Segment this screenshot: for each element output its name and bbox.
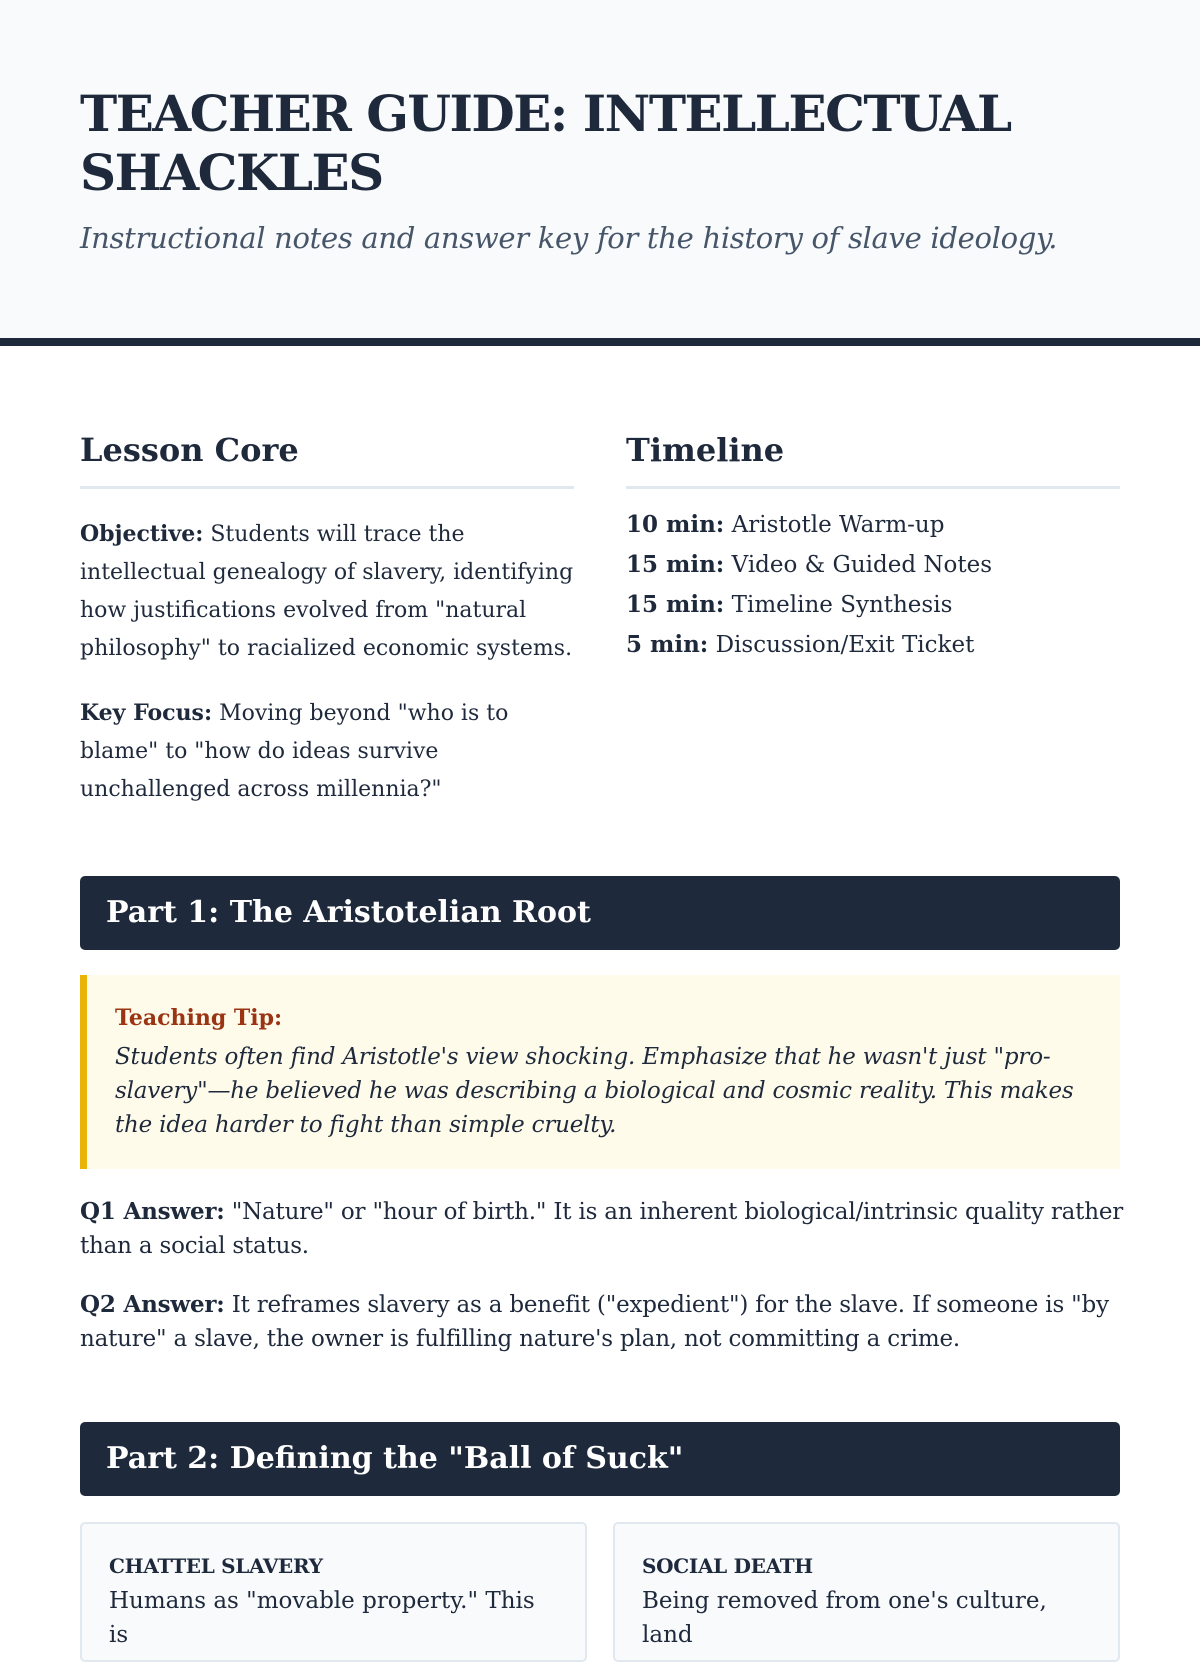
timeline-activity: Video & Guided Notes	[724, 552, 993, 578]
card-text: Being removed from one's culture, land	[642, 1588, 1047, 1648]
timeline-duration: 10 min:	[626, 511, 725, 538]
timeline-list	[626, 505, 1120, 665]
timeline-item	[626, 625, 1120, 665]
q2-answer-label: Q2 Answer:	[80, 1291, 225, 1318]
page-subtitle: Instructional notes and answer key for the history of slave ideology.	[80, 221, 1058, 255]
timeline-item	[626, 505, 1120, 545]
timeline-duration: 5 min:	[626, 631, 709, 658]
timeline-item	[626, 545, 1120, 585]
card-title: CHATTEL SLAVERY	[109, 1554, 323, 1578]
teaching-tip-text: Students often find Aristotle's view shocking. Emphasize that he wasn't just "pro-slavery"—he believed he was describing a biological and cosmic reality. This makes the idea harder to fight than simple cruelty.	[115, 1044, 1074, 1138]
q1-answer	[80, 1195, 1130, 1263]
part1-heading: Part 1: The Aristotelian Root	[80, 876, 1120, 950]
q1-answer-text: "Nature" or "hour of birth." It is an inherent biological/intrinsic quality rather than a social status.	[80, 1199, 1124, 1259]
objective-text: Students will trace the intellectual genealogy of slavery, identifying how justifications evolved from "natural philosophy" to racialized economic systems.	[80, 522, 574, 661]
timeline-activity: Aristotle Warm-up	[724, 512, 945, 538]
card-text: Humans as "movable property." This is	[109, 1588, 535, 1648]
card-title: SOCIAL DEATH	[642, 1554, 813, 1578]
q1-answer-label: Q1 Answer:	[80, 1198, 225, 1225]
key-focus-paragraph	[80, 694, 574, 809]
timeline-duration: 15 min:	[626, 551, 725, 578]
timeline-activity: Timeline Synthesis	[724, 592, 953, 618]
q2-answer-text: It reframes slavery as a benefit ("expedient") for the slave. If someone is "by nature" a slave, the owner is fulfilling nature's plan, not committing a crime.	[80, 1292, 1109, 1352]
timeline-activity: Discussion/Exit Ticket	[708, 632, 975, 658]
q2-answer	[80, 1288, 1130, 1356]
key-focus-label: Key Focus:	[80, 700, 213, 726]
part2-heading: Part 2: Defining the "Ball of Suck"	[80, 1422, 1120, 1496]
page-title: TEACHER GUIDE: INTELLECTUAL SHACKLES	[80, 84, 1011, 202]
key-focus-text: Moving beyond "who is to blame" to "how do ideas survive unchallenged across millennia?"	[80, 701, 509, 802]
objective-paragraph	[80, 515, 574, 668]
page-header	[0, 0, 1200, 346]
lesson-core-section	[80, 430, 574, 809]
definition-card-chattel-slavery	[80, 1522, 587, 1662]
definition-card-social-death	[613, 1522, 1120, 1662]
timeline-duration: 15 min:	[626, 591, 725, 618]
teaching-tip-label: Teaching Tip:	[115, 1005, 283, 1031]
lesson-core-heading: Lesson Core	[80, 430, 574, 489]
objective-label: Objective:	[80, 521, 204, 547]
timeline-item	[626, 585, 1120, 625]
teaching-tip-box	[80, 975, 1120, 1169]
timeline-heading: Timeline	[626, 430, 1120, 489]
timeline-section	[626, 430, 1120, 665]
